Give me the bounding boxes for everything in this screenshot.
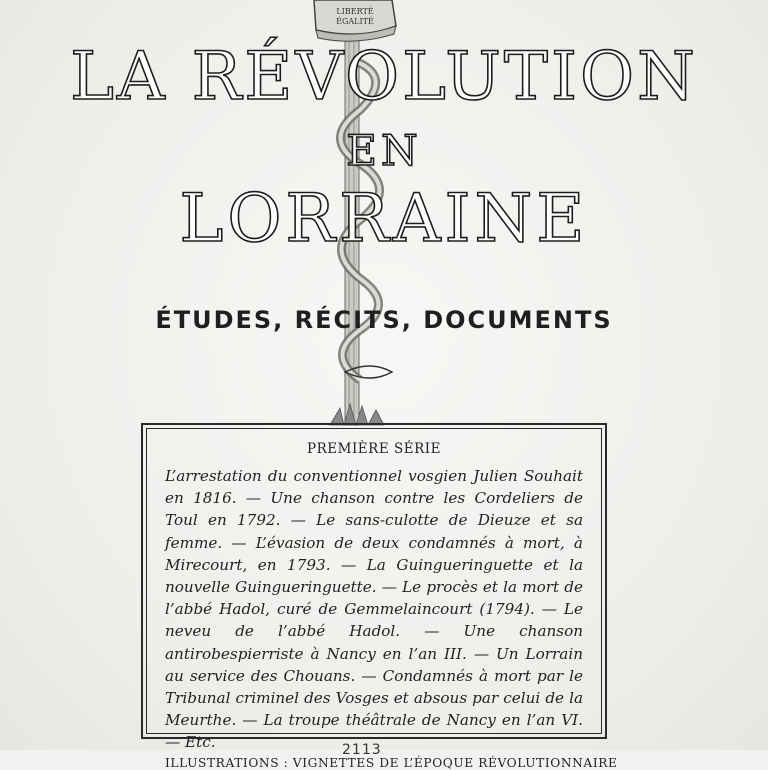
- cap-text-liberte: LIBERTÉ: [336, 7, 374, 16]
- title-line-2: EN: [346, 126, 422, 175]
- contents-text: L’arrestation du conventionnel vosgien Julien Souhait en 1816. — Une chanson contre les Cordeliers de Toul en 1792. — Le sans-culotte de Dieuze et sa femme. — L’évasion de deux condamnés à mort, à Mirecourt, en 1793. — La Guingueringuette et la nouvelle Guingueringuette. — Le procès et la mort de l’abbé Hadol, curé de Gemmelaincourt (1794). — Le neveu de l’abbé Hadol. — Une chanson antirobespierriste à Nancy en l’an III. — Un Lorrain au service des Chouans. — Condamnés à mort par le Tribunal criminel des Vosges et absous par celui de la Meurthe. — La troupe théâtrale de Nancy en l’an VI. — Etc.: [165, 467, 583, 752]
- bottom-fragment: 2113: [342, 742, 382, 758]
- series-label: PREMIÈRE SÉRIE: [307, 441, 441, 457]
- cap-text-egalite: ÉGALITÉ: [336, 17, 374, 26]
- title-line-3: LORRAINE: [179, 180, 589, 257]
- illustrations-note: ILLUSTRATIONS : VIGNETTES DE L’ÉPOQUE RÉVOLUTIONNAIRE: [165, 755, 618, 770]
- title-line-1: LA RÉVOLUTION: [70, 38, 698, 115]
- subtitle: ÉTUDES, RÉCITS, DOCUMENTS: [155, 306, 613, 334]
